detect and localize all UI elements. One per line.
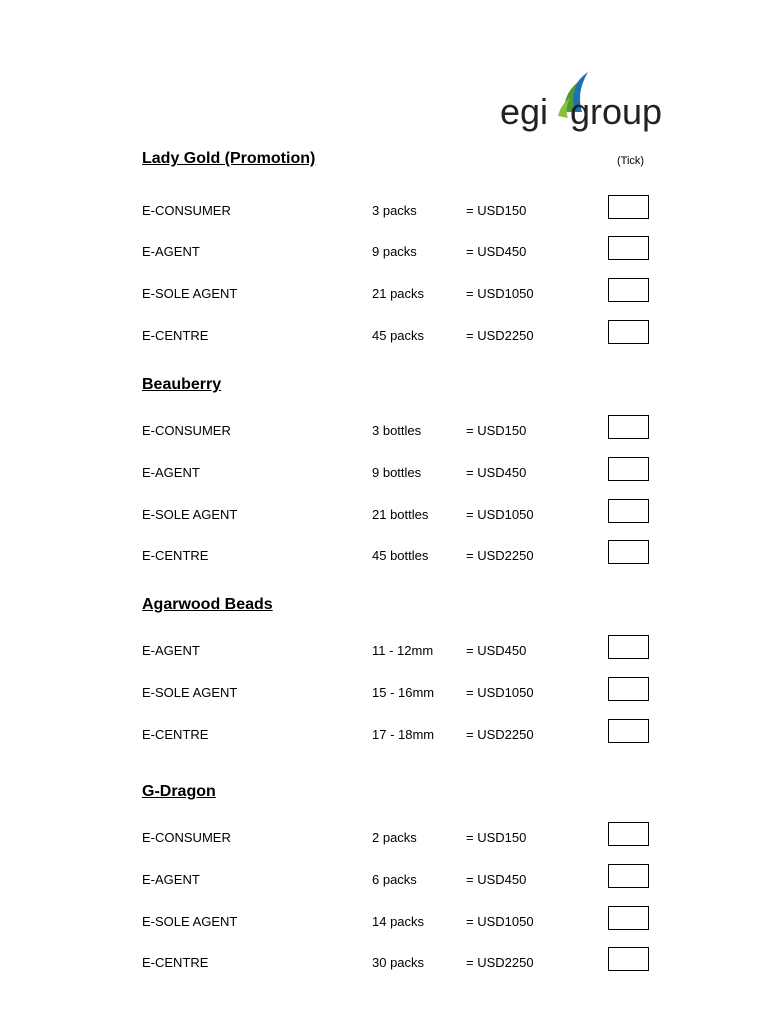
tick-checkbox[interactable] (608, 635, 649, 659)
tick-checkbox[interactable] (608, 864, 649, 888)
row-tier: E-AGENT (142, 465, 200, 480)
row-quantity: 9 packs (372, 244, 417, 259)
row-tier: E-AGENT (142, 643, 200, 658)
tick-checkbox[interactable] (608, 195, 649, 219)
table-row (0, 460, 768, 486)
row-tier: E-CONSUMER (142, 203, 231, 218)
row-price: = USD150 (466, 830, 527, 845)
table-row (0, 418, 768, 444)
row-quantity: 3 packs (372, 203, 417, 218)
tick-checkbox[interactable] (608, 320, 649, 344)
section-title-beauberry: Beauberry (142, 376, 222, 393)
section-title-g-dragon: G-Dragon (142, 783, 216, 800)
row-tier: E-AGENT (142, 244, 200, 259)
tick-checkbox[interactable] (608, 540, 649, 564)
row-tier: E-CENTRE (142, 727, 209, 742)
row-quantity: 2 packs (372, 830, 417, 845)
tick-checkbox[interactable] (608, 499, 649, 523)
row-price: = USD2250 (466, 548, 534, 563)
row-price: = USD450 (466, 643, 527, 658)
row-quantity: 45 bottles (372, 548, 429, 563)
tick-column-label: (Tick) (617, 155, 645, 167)
row-tier: E-SOLE AGENT (142, 286, 238, 301)
table-row (0, 502, 768, 528)
row-tier: E-CENTRE (142, 328, 209, 343)
row-quantity: 15 - 16mm (372, 685, 435, 700)
table-row (0, 638, 768, 664)
row-price: = USD2250 (466, 955, 534, 970)
row-tier: E-CONSUMER (142, 423, 231, 438)
egi-group-logo (498, 66, 663, 142)
row-price: = USD150 (466, 203, 527, 218)
row-price: = USD150 (466, 423, 527, 438)
tick-checkbox[interactable] (608, 906, 649, 930)
tick-checkbox[interactable] (608, 415, 649, 439)
row-tier: E-CONSUMER (142, 830, 231, 845)
logo-text-left: egi (500, 91, 549, 132)
table-row (0, 680, 768, 706)
row-tier: E-AGENT (142, 872, 200, 887)
tick-checkbox[interactable] (608, 236, 649, 260)
row-price: = USD2250 (466, 727, 534, 742)
table-row (0, 950, 768, 976)
logo-text-right: group (570, 91, 663, 132)
row-quantity: 11 - 12mm (372, 643, 434, 658)
row-tier: E-SOLE AGENT (142, 914, 238, 929)
tick-checkbox[interactable] (608, 457, 649, 481)
row-tier: E-CENTRE (142, 955, 209, 970)
table-row (0, 543, 768, 569)
tick-checkbox[interactable] (608, 677, 649, 701)
row-tier: E-CENTRE (142, 548, 209, 563)
row-quantity: 9 bottles (372, 465, 422, 480)
row-quantity: 3 bottles (372, 423, 422, 438)
row-price: = USD450 (466, 872, 527, 887)
row-quantity: 17 - 18mm (372, 727, 435, 742)
row-tier: E-SOLE AGENT (142, 685, 238, 700)
tick-checkbox[interactable] (608, 719, 649, 743)
tick-checkbox[interactable] (608, 822, 649, 846)
row-price: = USD450 (466, 244, 527, 259)
row-quantity: 30 packs (372, 955, 425, 970)
row-price: = USD2250 (466, 328, 534, 343)
row-tier: E-SOLE AGENT (142, 507, 238, 522)
table-row (0, 722, 768, 748)
table-row (0, 239, 768, 265)
table-row (0, 909, 768, 935)
row-quantity: 45 packs (372, 328, 425, 343)
section-title-agarwood-beads: Agarwood Beads (142, 596, 273, 613)
table-row (0, 867, 768, 893)
row-quantity: 21 bottles (372, 507, 429, 522)
logo-mark (498, 66, 663, 142)
row-price: = USD450 (466, 465, 527, 480)
row-quantity: 6 packs (372, 872, 417, 887)
table-row (0, 198, 768, 224)
row-quantity: 14 packs (372, 914, 425, 929)
table-row (0, 281, 768, 307)
row-price: = USD1050 (466, 914, 534, 929)
section-title-lady-gold: Lady Gold (Promotion) (142, 150, 316, 167)
tick-checkbox[interactable] (608, 947, 649, 971)
row-price: = USD1050 (466, 286, 534, 301)
row-quantity: 21 packs (372, 286, 425, 301)
tick-checkbox[interactable] (608, 278, 649, 302)
row-price: = USD1050 (466, 507, 534, 522)
table-row (0, 323, 768, 349)
table-row (0, 825, 768, 851)
row-price: = USD1050 (466, 685, 534, 700)
